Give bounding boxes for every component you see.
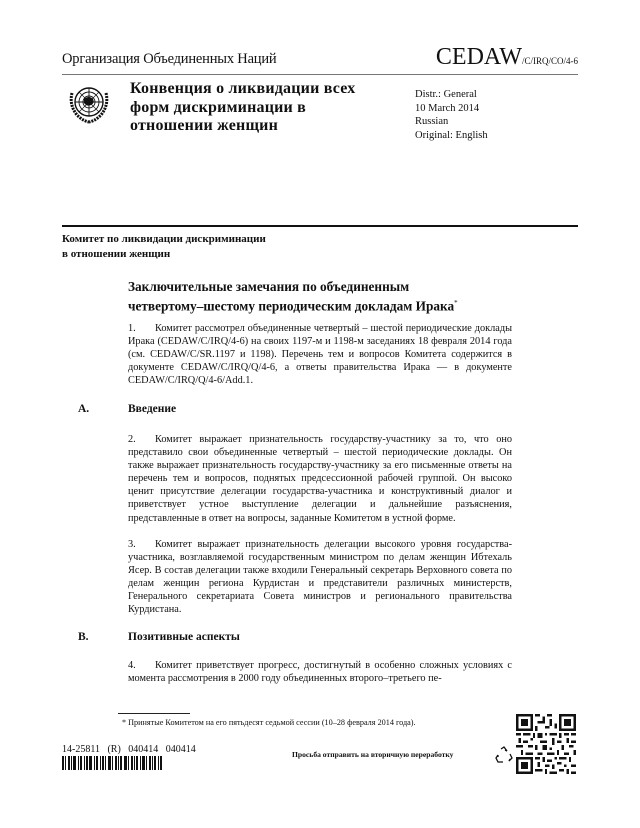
symbol-main: CEDAW	[435, 44, 522, 70]
convention-title-line: Конвенция о ликвидации всех	[130, 80, 356, 97]
paragraph-number: 2.	[128, 434, 136, 445]
document-meta	[415, 88, 488, 142]
recycle-icon	[494, 745, 514, 765]
committee-name	[62, 232, 266, 262]
recycle-notice: Просьба отправить на вторичную переработку	[292, 750, 454, 759]
original-language: Original: English	[415, 129, 488, 141]
paragraph-2	[128, 433, 512, 525]
paragraph-3	[128, 538, 512, 617]
paragraph-text: Комитет выражает признательность делегации высокого уровня государства-участника, возглавляемой государственным министром по делам женщин Ибтехаль Ясер. В состав делегации также входили Генеральный секретарь Верховного совета по делам женщин региона Курдистан и представители различных министерств, Генерального секретариата Совета министров и регионального правительства Курдистана.	[128, 539, 512, 616]
title-line: Заключительные замечания по объединенным	[128, 279, 410, 294]
section-heading-b	[78, 631, 240, 643]
paragraph-4	[128, 659, 512, 685]
section-title: Позитивные аспекты	[128, 631, 240, 643]
committee-line: Комитет по ликвидации дискриминации	[62, 233, 266, 245]
job-number: 14-25811 (R)	[62, 744, 121, 755]
issue-date: 10 March 2014	[415, 102, 480, 114]
paragraph-number: 4.	[128, 660, 136, 671]
symbol-suffix: /C/IRQ/CO/4-6	[521, 56, 578, 66]
un-emblem-icon	[66, 81, 112, 127]
paragraph-text: Комитет рассмотрел объединенные четвертый – шестой периодические доклады Ирака (CEDAW/C/IRQ/4-6) на своих 1197-м и 1198-м заседаниях 18 февраля 2014 года (см. CEDAW/C/SR.1197 и 1198). Перечень тем и вопросов Комитета содержится в документе CEDAW/C/IRQ/Q/4-6, а ответы правительства Ирака — в документе CEDAW/C/IRQ/Q/4-6/Add.1.	[128, 323, 512, 387]
section-letter: B.	[78, 631, 89, 643]
document-symbol	[436, 44, 578, 71]
paragraph-1	[128, 322, 512, 387]
barcode-icon	[62, 756, 182, 770]
section-divider	[62, 225, 578, 227]
paragraph-text: Комитет выражает признательность государству-участнику за то, что оно представило свои объединенные четвертый – шестой периодические доклады. Он также выражает признательность государству-участнику за его письменные ответы на перечень тем и вопросов, поднятых предсессионной рабочей группой. Он высоко ценит присутствие делегации государства-участника и конструктивный диалог и приветствует устное выступление делегации и дальнейшие разъяснения, представленные в ответ на вопросы, заданные Комитетом в устной форме.	[128, 434, 512, 524]
convention-title-line: форм дискриминации в	[130, 98, 307, 116]
convention-title	[130, 80, 355, 136]
language: Russian	[415, 116, 449, 127]
section-title: Введение	[128, 403, 177, 415]
date-code: 040414	[128, 744, 159, 755]
paragraph-text: Комитет приветствует прогресс, достигнутый в особенно сложных условиях с момента рассмотрения в 2000 году объединенных второго–третьего пе-	[128, 660, 512, 685]
footnote-mark[interactable]: *	[454, 299, 458, 307]
paragraph-number: 3.	[128, 539, 136, 550]
organization-name: Организация Объединенных Наций	[62, 51, 277, 67]
date-code: 040414	[165, 744, 196, 755]
committee-line: в отношении женщин	[62, 248, 171, 260]
section-letter: A.	[78, 403, 90, 415]
job-number-line	[62, 744, 196, 755]
header-divider	[62, 74, 578, 75]
document-title	[128, 278, 458, 314]
convention-title-line: отношении женщин	[130, 117, 278, 134]
qr-code-icon	[516, 714, 576, 774]
section-heading-a	[78, 403, 176, 415]
distribution: Distr.: General	[415, 89, 477, 100]
paragraph-number: 1.	[128, 323, 136, 334]
title-line: четвертому–шестому периодическим докладам Ирака	[128, 298, 455, 314]
footnote-divider	[118, 713, 190, 714]
footnote: * Принятые Комитетом на его пятьдесят седьмой сессии (10–28 февраля 2014 года).	[122, 718, 416, 727]
